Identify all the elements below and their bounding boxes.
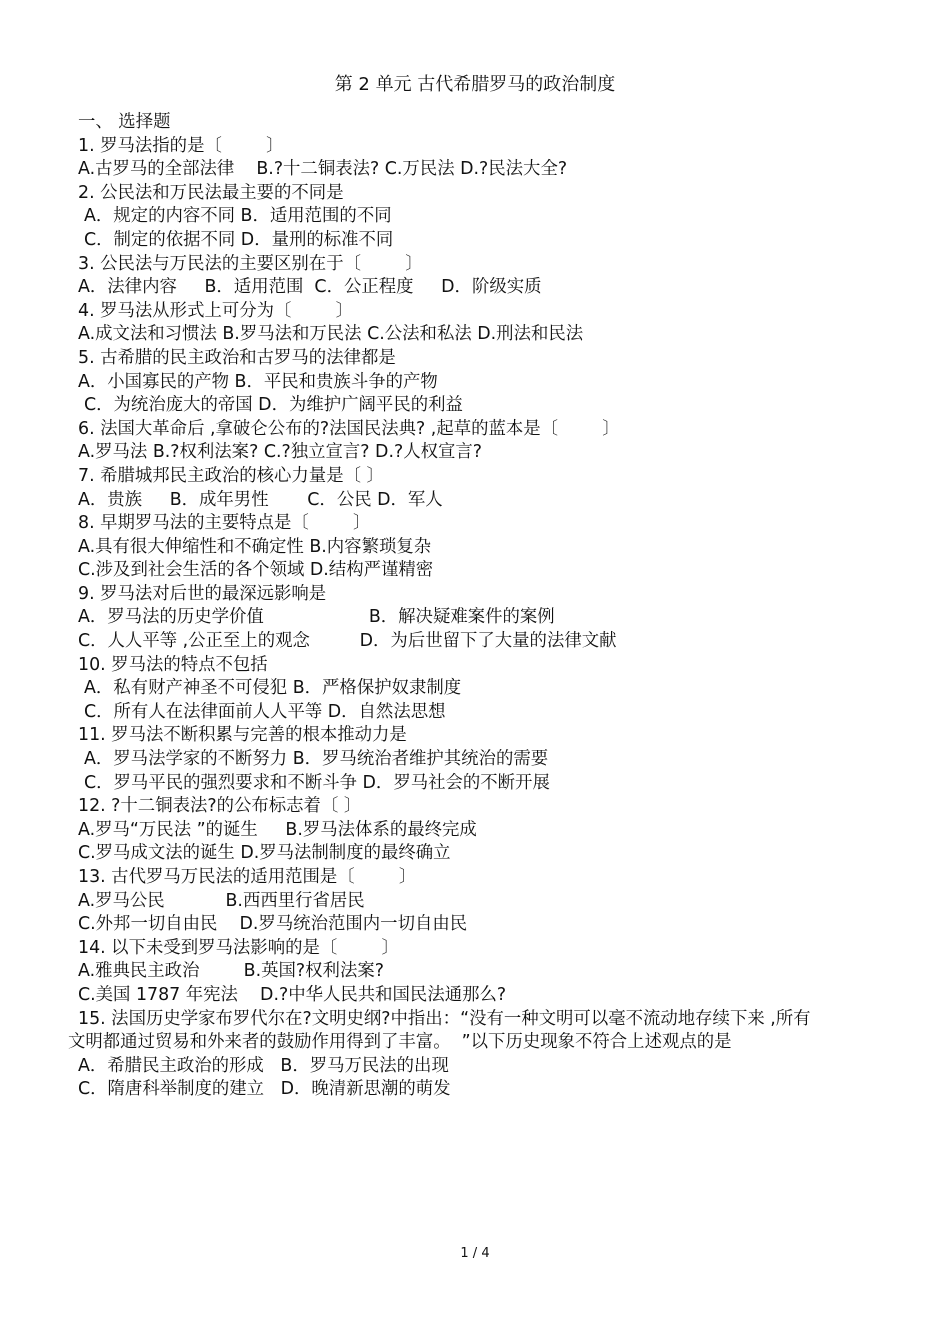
question-1: 1. 罗马法指的是〔 〕 xyxy=(78,135,284,156)
document-title: 第 2 单元 古代希腊罗马的政治制度 xyxy=(334,74,616,95)
question-7-options: A．贵族 B．成年男性 C．公民 D．军人 xyxy=(78,489,443,510)
question-2-options-ab: A．规定的内容不同 B．适用范围的不同 xyxy=(84,206,392,227)
question-8-options-ab: A.具有很大伸缩性和不确定性 B.内容繁琐复杂 xyxy=(78,536,432,557)
question-13: 13. 古代罗马万民法的适用范围是〔 〕 xyxy=(78,867,417,887)
question-6: 6. 法国大革命后 ,拿破仑公布的?法国民法典? ,起草的蓝本是〔 〕 xyxy=(78,418,620,439)
question-5: 5. 古希腊的民主政治和古罗马的法律都是 xyxy=(78,347,396,368)
question-4-options: A.成文法和习惯法 B.罗马法和万民法 C.公法和私法 D.刑法和民法 xyxy=(78,324,584,345)
question-14-options-ab: A.雅典民主政治 B.英国?权利法案? xyxy=(78,961,384,982)
question-13-options-ab: A.罗马公民 B.西西里行省居民 xyxy=(78,890,365,911)
question-4: 4. 罗马法从形式上可分为〔 〕 xyxy=(78,300,354,321)
question-15-line-2: 文明都通过贸易和外来者的鼓励作用得到了丰富。 ”以下历史现象不符合上述观点的是 xyxy=(68,1032,732,1053)
question-12-options-cd: C.罗马成文法的诞生 D.罗马法制制度的最终确立 xyxy=(78,843,451,864)
question-10-options-ab: A．私有财产神圣不可侵犯 B．严格保护奴隶制度 xyxy=(84,678,462,699)
question-3-options: A．法律内容 B．适用范围 C．公正程度 D．阶级实质 xyxy=(78,277,542,298)
question-13-options-cd: C.外邦一切自由民 D.罗马统治范围内一切自由民 xyxy=(78,914,468,935)
question-2: 2. 公民法和万民法最主要的不同是 xyxy=(78,182,344,203)
question-11-options-cd: C．罗马平民的强烈要求和不断斗争 D．罗马社会的不断开展 xyxy=(84,772,550,793)
question-14-options-cd: C.美国 1787 年宪法 D.?中华人民共和国民法通那么? xyxy=(78,984,507,1005)
question-10: 10. 罗马法的特点不包括 xyxy=(78,654,268,675)
question-3: 3. 公民法与万民法的主要区别在于〔 〕 xyxy=(78,253,423,274)
question-2-options-cd: C．制定的依据不同 D．量刑的标准不同 xyxy=(84,229,394,250)
question-1-options: A.古罗马的全部法律 B.?十二铜表法? C.万民法 D.?民法大全? xyxy=(78,159,568,180)
question-14: 14. 以下未受到罗马法影响的是〔 〕 xyxy=(78,937,399,958)
question-12: 12. ?十二铜表法?的公布标志着〔 〕 xyxy=(78,796,362,817)
question-11: 11. 罗马法不断积累与完善的根本推动力是 xyxy=(78,725,407,746)
page-number: 1 / 4 xyxy=(460,1246,490,1261)
question-12-options-ab: A.罗马“万民法 ”的诞生 B.罗马法体系的最终完成 xyxy=(78,819,477,840)
document-body xyxy=(0,111,950,1102)
question-15-line-1: 15. 法国历史学家布罗代尔在?文明史纲?中指出：“没有一种文明可以毫不流动地存续下来 ,所有 xyxy=(78,1008,811,1029)
question-9-options-ab: A．罗马法的历史学价值 B．解决疑难案件的案例 xyxy=(78,607,555,628)
question-6-options: A.罗马法 B.?权利法案? C.?独立宣言? D.?人权宣言? xyxy=(78,442,482,463)
question-5-options-cd: C．为统治庞大的帝国 D．为维护广阔平民的利益 xyxy=(84,395,463,416)
question-11-options-ab: A．罗马法学家的不断努力 B．罗马统治者维护其统治的需要 xyxy=(84,749,549,770)
question-9: 9. 罗马法对后世的最深远影响是 xyxy=(78,583,327,604)
question-15-options-cd: C．隋唐科举制度的建立 D．晚清新思潮的萌发 xyxy=(78,1079,451,1100)
question-5-options-ab: A．小国寡民的产物 B．平民和贵族斗争的产物 xyxy=(78,371,438,392)
question-7: 7. 希腊城邦民主政治的核心力量是〔 〕 xyxy=(78,465,384,486)
question-10-options-cd: C．所有人在法律面前人人平等 D．自然法思想 xyxy=(84,701,446,722)
question-8-options-cd: C.涉及到社会生活的各个领域 D.结构严谨精密 xyxy=(78,560,434,581)
question-15-options-ab: A．希腊民主政治的形成 B．罗马万民法的出现 xyxy=(78,1055,449,1076)
section-heading: 一、 选择题 xyxy=(78,112,171,132)
question-9-options-cd: C．人人平等 ,公正至上的观念 D．为后世留下了大量的法律文献 xyxy=(78,631,617,652)
question-8: 8. 早期罗马法的主要特点是〔 〕 xyxy=(78,513,371,534)
